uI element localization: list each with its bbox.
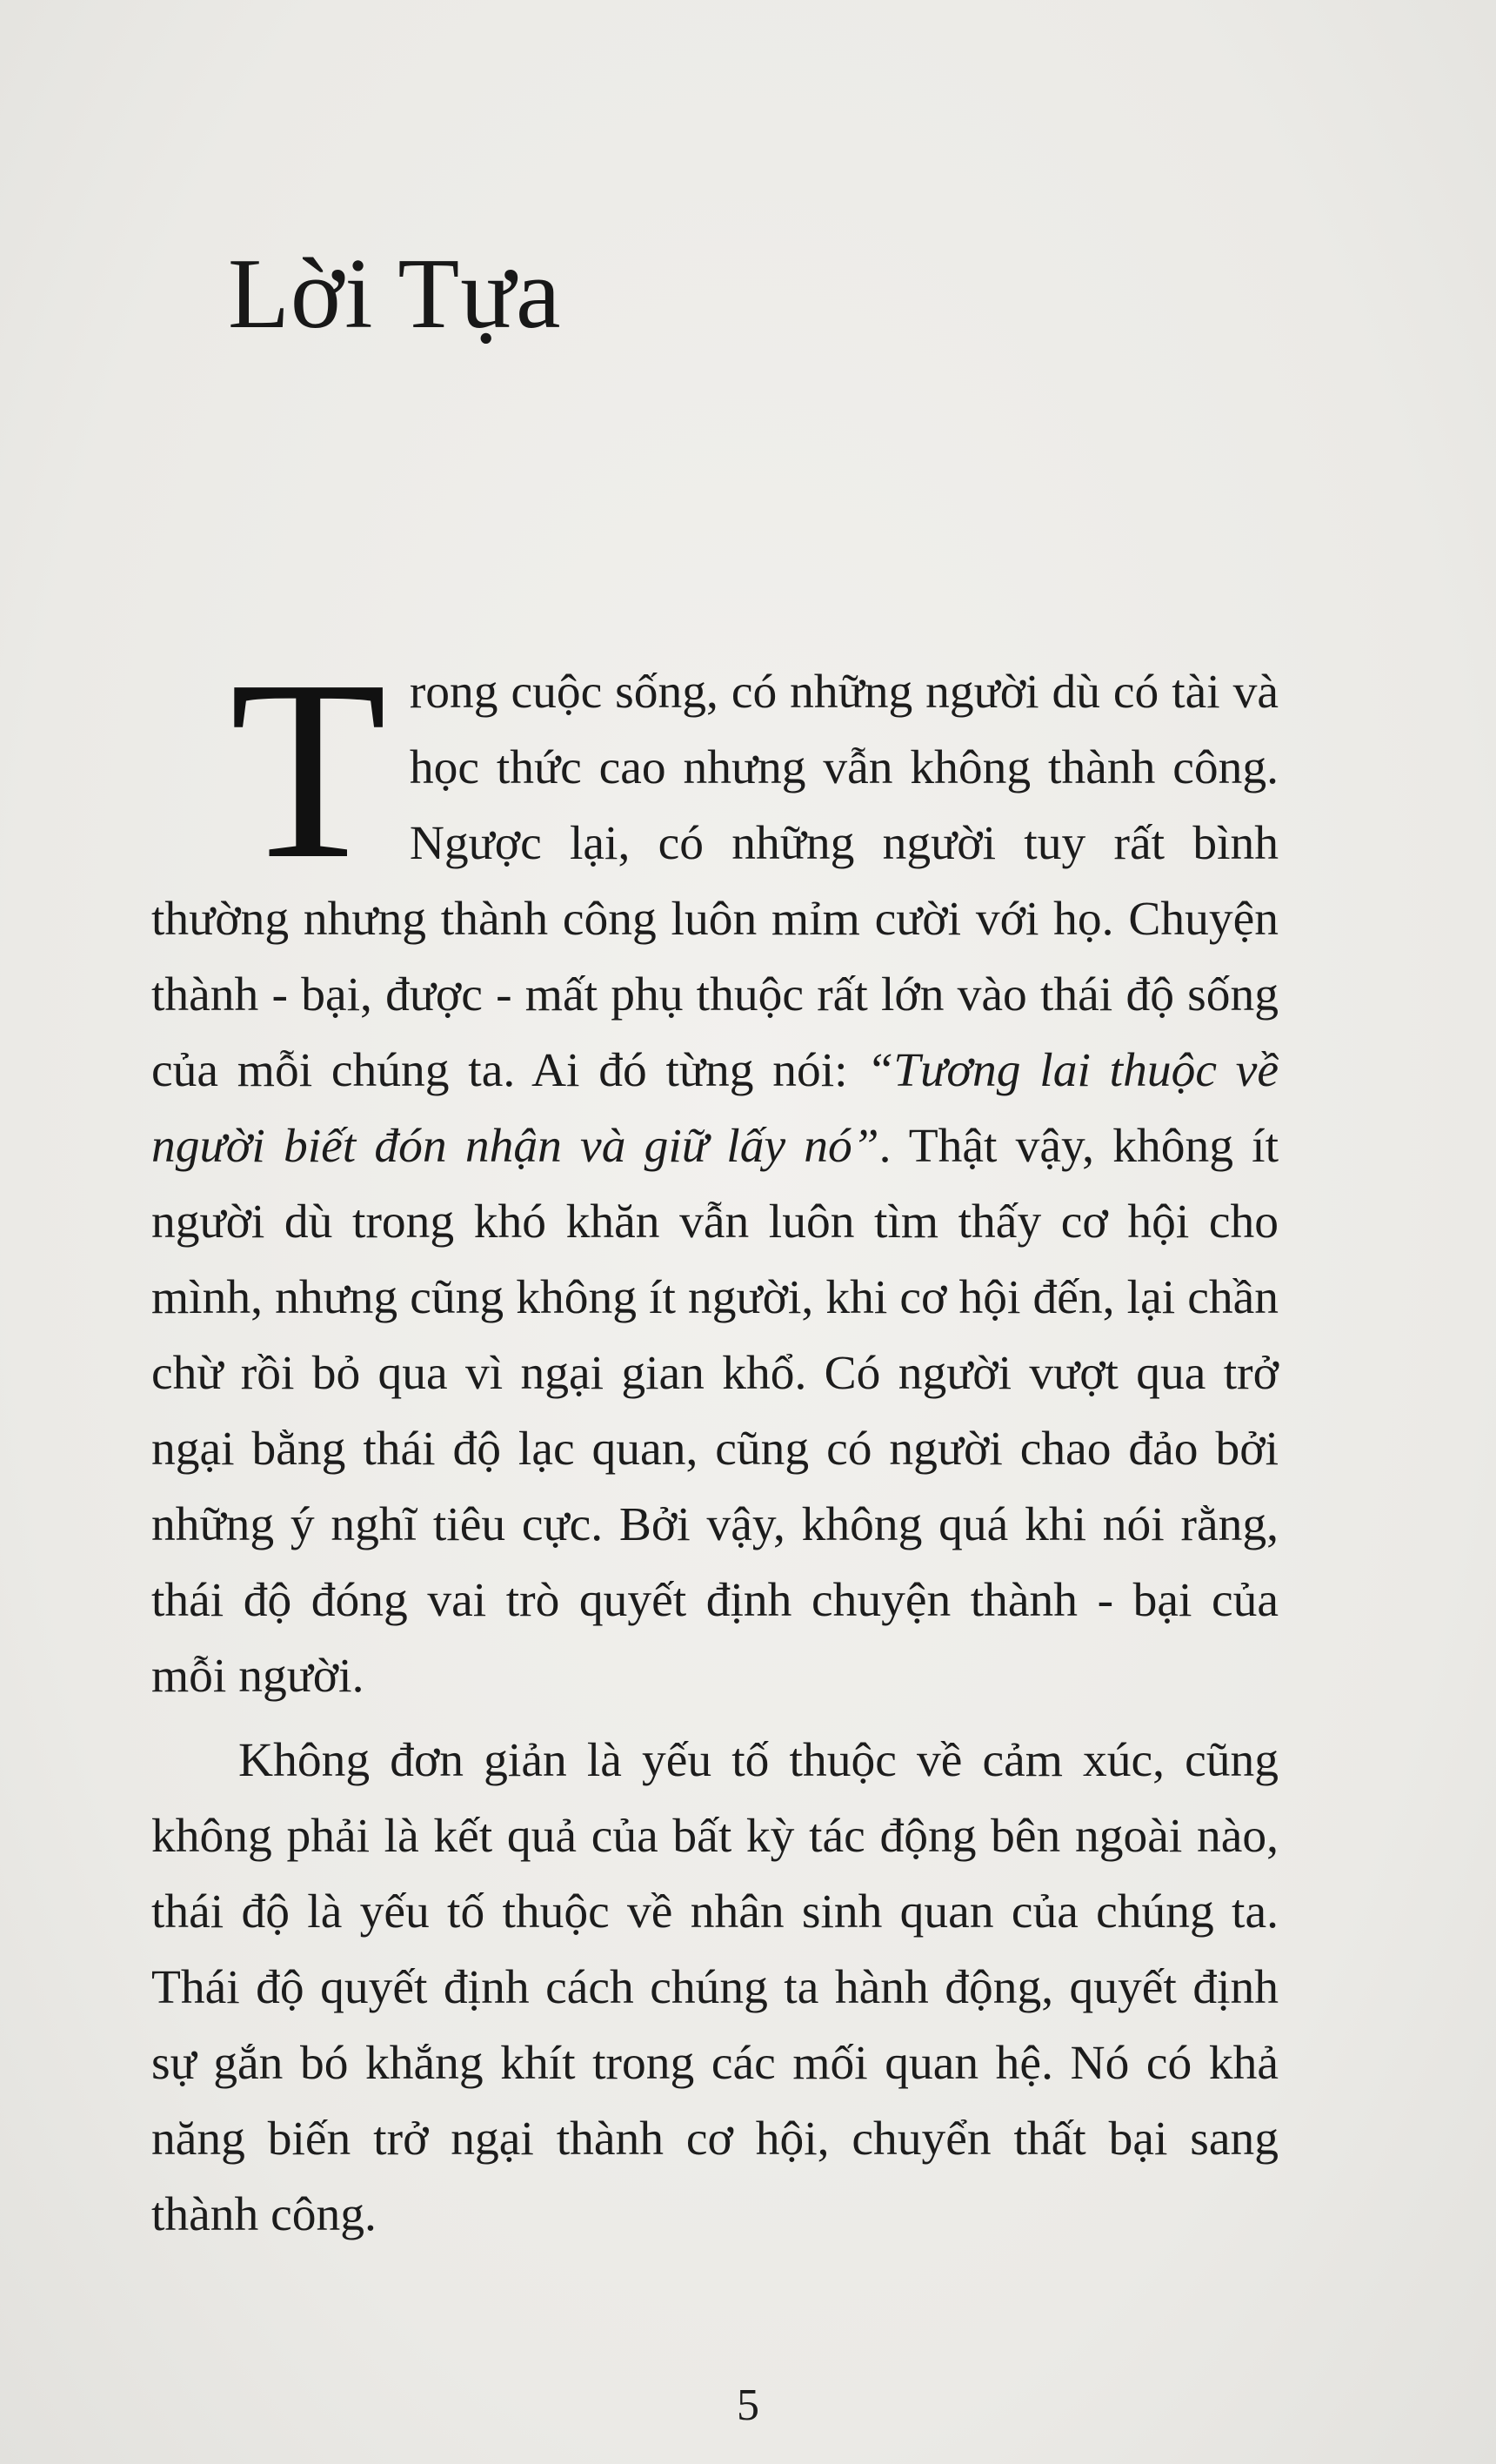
page-title: Lời Tựa	[228, 238, 562, 350]
drop-cap: T	[230, 627, 387, 913]
paragraph-1-rest: . Thật vậy, không ít người dù trong khó khăn vẫn luôn tìm thấy cơ hội cho mình, nhưng cũng không ít người, khi cơ hội đến, lại chần chừ rồi bỏ qua vì ngại gian khổ. Có người vượt qua trở ngại bằng thái độ lạc quan, cũng có người chao đảo bởi những ý nghĩ tiêu cực. Bởi vậy, không quá khi nói rằng, thái độ đóng vai trò quyết định chuyện thành - bại của mỗi người.	[151, 1120, 1279, 1703]
paragraph-1-lead: rong cuộc sống, có những người dù có tài và học thức cao nhưng vẫn không thành công. Ngược lại, có những người tuy rất bình thường nhưng thành công luôn mỉm cười với họ. Chuyện thành - bại, được - mất phụ thuộc rất lớn vào thái độ sống của mỗi chúng ta. Ai đó từng nói:	[151, 666, 1279, 1097]
page-number: 5	[737, 2380, 759, 2430]
body-text	[151, 627, 1279, 2253]
paragraph-1	[151, 627, 1279, 1714]
paragraph-2: Không đơn giản là yếu tố thuộc về cảm xúc, cũng không phải là kết quả của bất kỳ tác động bên ngoài nào, thái độ là yếu tố thuộc về nhân sinh quan của chúng ta. Thái độ quyết định cách chúng ta hành động, quyết định sự gắn bó khắng khít trong các mối quan hệ. Nó có khả năng biến trở ngại thành cơ hội, chuyển thất bại sang thành công.	[151, 1734, 1279, 2241]
quotation: “Tương lai thuộc về người biết đón nhận và giữ lấy nó”	[151, 1044, 1279, 1173]
